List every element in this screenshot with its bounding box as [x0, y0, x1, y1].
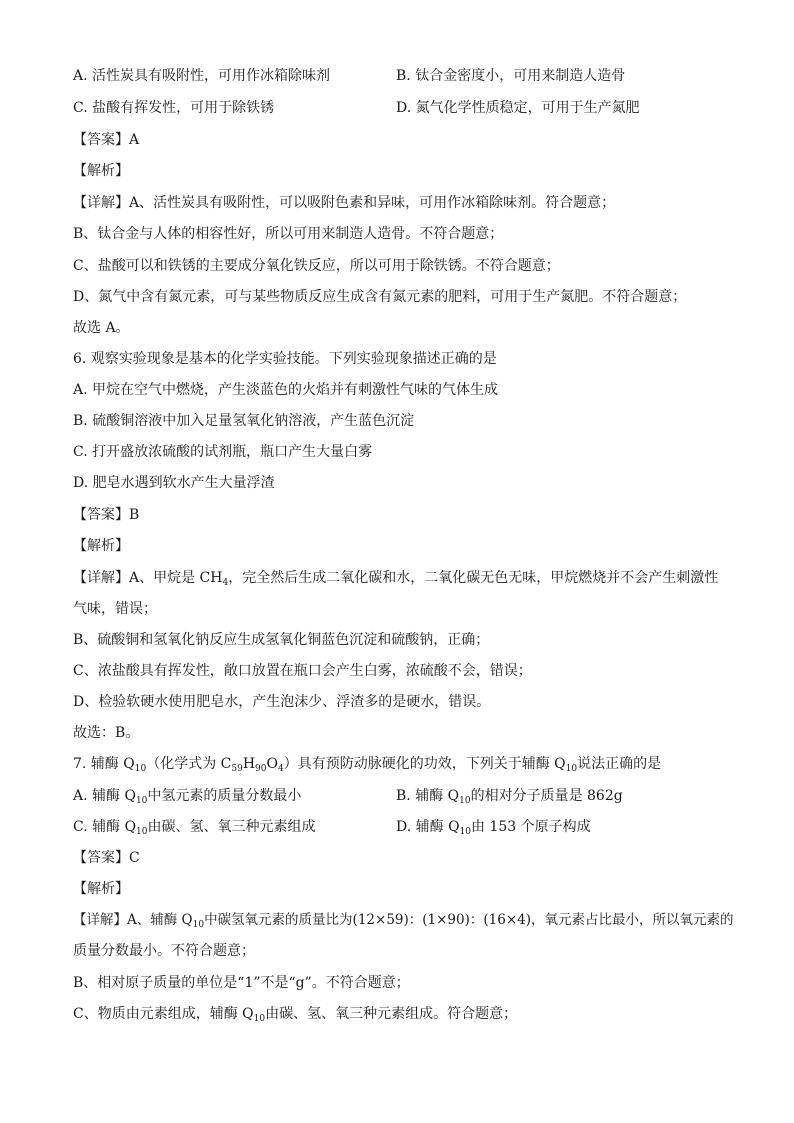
q6-answer: 【答案】B [73, 507, 140, 523]
q7-stem-o: O [266, 756, 278, 772]
q6-detail-pre: 【详解】A、甲烷是 CH [73, 570, 223, 586]
q6-option-a: A. 甲烷在空气中燃烧，产生淡蓝色的火焰并有刺激性气味的气体生成 [73, 382, 499, 398]
q7-stem-h: H [242, 756, 256, 772]
q6-analysis-heading: 【解析】 [73, 538, 129, 554]
q7-option-a-post: 中氢元素的质量分数最小 [147, 788, 302, 804]
q7-explain-c-pre: C、物质由元素组成，辅酶 Q [73, 1006, 254, 1022]
q7-option-c-post: 由碳、氢、氧三种元素组成 [147, 819, 316, 835]
q5-option-d: D. 氮气化学性质稳定，可用于生产氮肥 [396, 100, 640, 116]
q6-detail-continued: 气味，错误； [73, 601, 157, 617]
q5-option-b: B. 钛合金密度小，可用来制造人造骨 [396, 68, 626, 84]
q7-option-d [396, 817, 736, 837]
q7-option-d-post: 由 153 个原子构成 [471, 819, 591, 835]
q7-option-d-sub: 10 [459, 827, 472, 837]
q7-detail [73, 910, 733, 930]
q7-option-c-sub: 10 [136, 827, 148, 837]
q7-explain-b: B、相对原子质量的单位是“1”不是“g”。不符合题意； [73, 975, 410, 991]
q5-option-a: A. 活性炭具有吸附性，可用作冰箱除味剂 [73, 68, 331, 84]
q6-explain-b: B、硫酸铜和氢氧化钠反应生成氢氧化铜蓝色沉淀和硫酸钠，正确； [73, 632, 490, 648]
q7-stem-mid2: ）具有预防动脉硬化的功效，下列关于辅酶 Q [283, 756, 566, 772]
q7-answer: 【答案】C [73, 850, 140, 866]
q6-detail [73, 568, 733, 588]
q6-detail-sub: 4 [222, 578, 229, 588]
q7-detail-pre: 【详解】A、辅酶 Q [73, 912, 193, 928]
q5-explain-d: D、氮气中含有氮元素，可与某些物质反应生成含有氮元素的肥料，可用于生产氮肥。不符合题意； [73, 289, 687, 305]
q5-option-c: C. 盐酸有挥发性，可用于除铁锈 [73, 100, 275, 116]
q7-option-a-sub: 10 [135, 796, 148, 806]
q7-option-b [396, 786, 736, 806]
q7-stem-sub1: 10 [134, 764, 147, 774]
q7-stem-pre: 7. 辅酶 Q [73, 756, 135, 772]
q5-explain-b: B、钛合金与人体的相容性好，所以可用来制造人造骨。不符合题意； [73, 226, 504, 242]
q7-option-c-pre: C. 辅酶 Q [73, 819, 137, 835]
q7-analysis-heading: 【解析】 [73, 881, 129, 897]
q6-option-c: C. 打开盛放浓硫酸的试剂瓶，瓶口产生大量白雾 [73, 444, 373, 460]
q7-explain-c-sub: 10 [253, 1014, 266, 1024]
q6-explain-d: D、检验软硬水使用肥皂水，产生泡沫少、浮渣多的是硬水，错误。 [73, 694, 491, 710]
q5-answer: 【答案】A [73, 132, 140, 148]
q7-stem-sub3: 90 [255, 764, 267, 774]
q7-option-a-pre: A. 辅酶 Q [73, 788, 136, 804]
q7-explain-c [73, 1004, 733, 1024]
q7-detail-sub: 10 [192, 920, 205, 930]
q6-detail-post: ，完全然后生成二氧化碳和水，二氧化碳无色无味，甲烷燃烧并不会产生刺激性 [228, 570, 719, 586]
q6-conclusion: 故选：B。 [73, 725, 140, 741]
q6-explain-c: C、浓盐酸具有挥发性，敞口放置在瓶口会产生白雾，浓硫酸不会，错误； [73, 663, 532, 679]
q7-option-b-sub: 10 [459, 796, 471, 806]
q7-option-b-pre: B. 辅酶 Q [396, 788, 460, 804]
q6-option-b: B. 硫酸铜溶液中加入足量氢氧化钠溶液，产生蓝色沉淀 [73, 413, 415, 429]
q5-conclusion: 故选 A。 [73, 320, 130, 336]
q5-explain-c: C、盐酸可以和铁锈的主要成分氧化铁反应，所以可用于除铁锈。不符合题意； [73, 258, 560, 274]
q5-analysis-heading: 【解析】 [73, 163, 129, 179]
q7-stem-sub2: 59 [231, 764, 243, 774]
q7-stem-sub5: 10 [565, 764, 578, 774]
q7-stem-sub4: 4 [277, 764, 284, 774]
q7-option-b-post: 的相对分子质量是 862g [470, 788, 623, 804]
q7-detail-post: 中碳氢氧元素的质量比为(12×59)：(1×90)：(16×4)，氧元素占比最小，所以氧元素的 [204, 912, 734, 928]
q7-explain-c-post: 由碳、氢、氧三种元素组成。符合题意； [265, 1006, 518, 1022]
q7-stem-mid: （化学式为 C [146, 756, 232, 772]
q7-stem [73, 754, 733, 774]
q6-option-d: D. 肥皂水遇到软水产生大量浮渣 [73, 475, 275, 491]
q5-detail: 【详解】A、活性炭具有吸附性，可以吸附色素和异味，可用作冰箱除味剂。符合题意； [73, 195, 616, 211]
q7-detail-continued: 质量分数最小。不符合题意； [73, 943, 255, 959]
q6-stem: 6. 观察实验现象是基本的化学实验技能。下列实验现象描述正确的是 [73, 351, 497, 367]
q7-option-d-pre: D. 辅酶 Q [396, 819, 460, 835]
q7-stem-post: 说法正确的是 [577, 756, 662, 772]
